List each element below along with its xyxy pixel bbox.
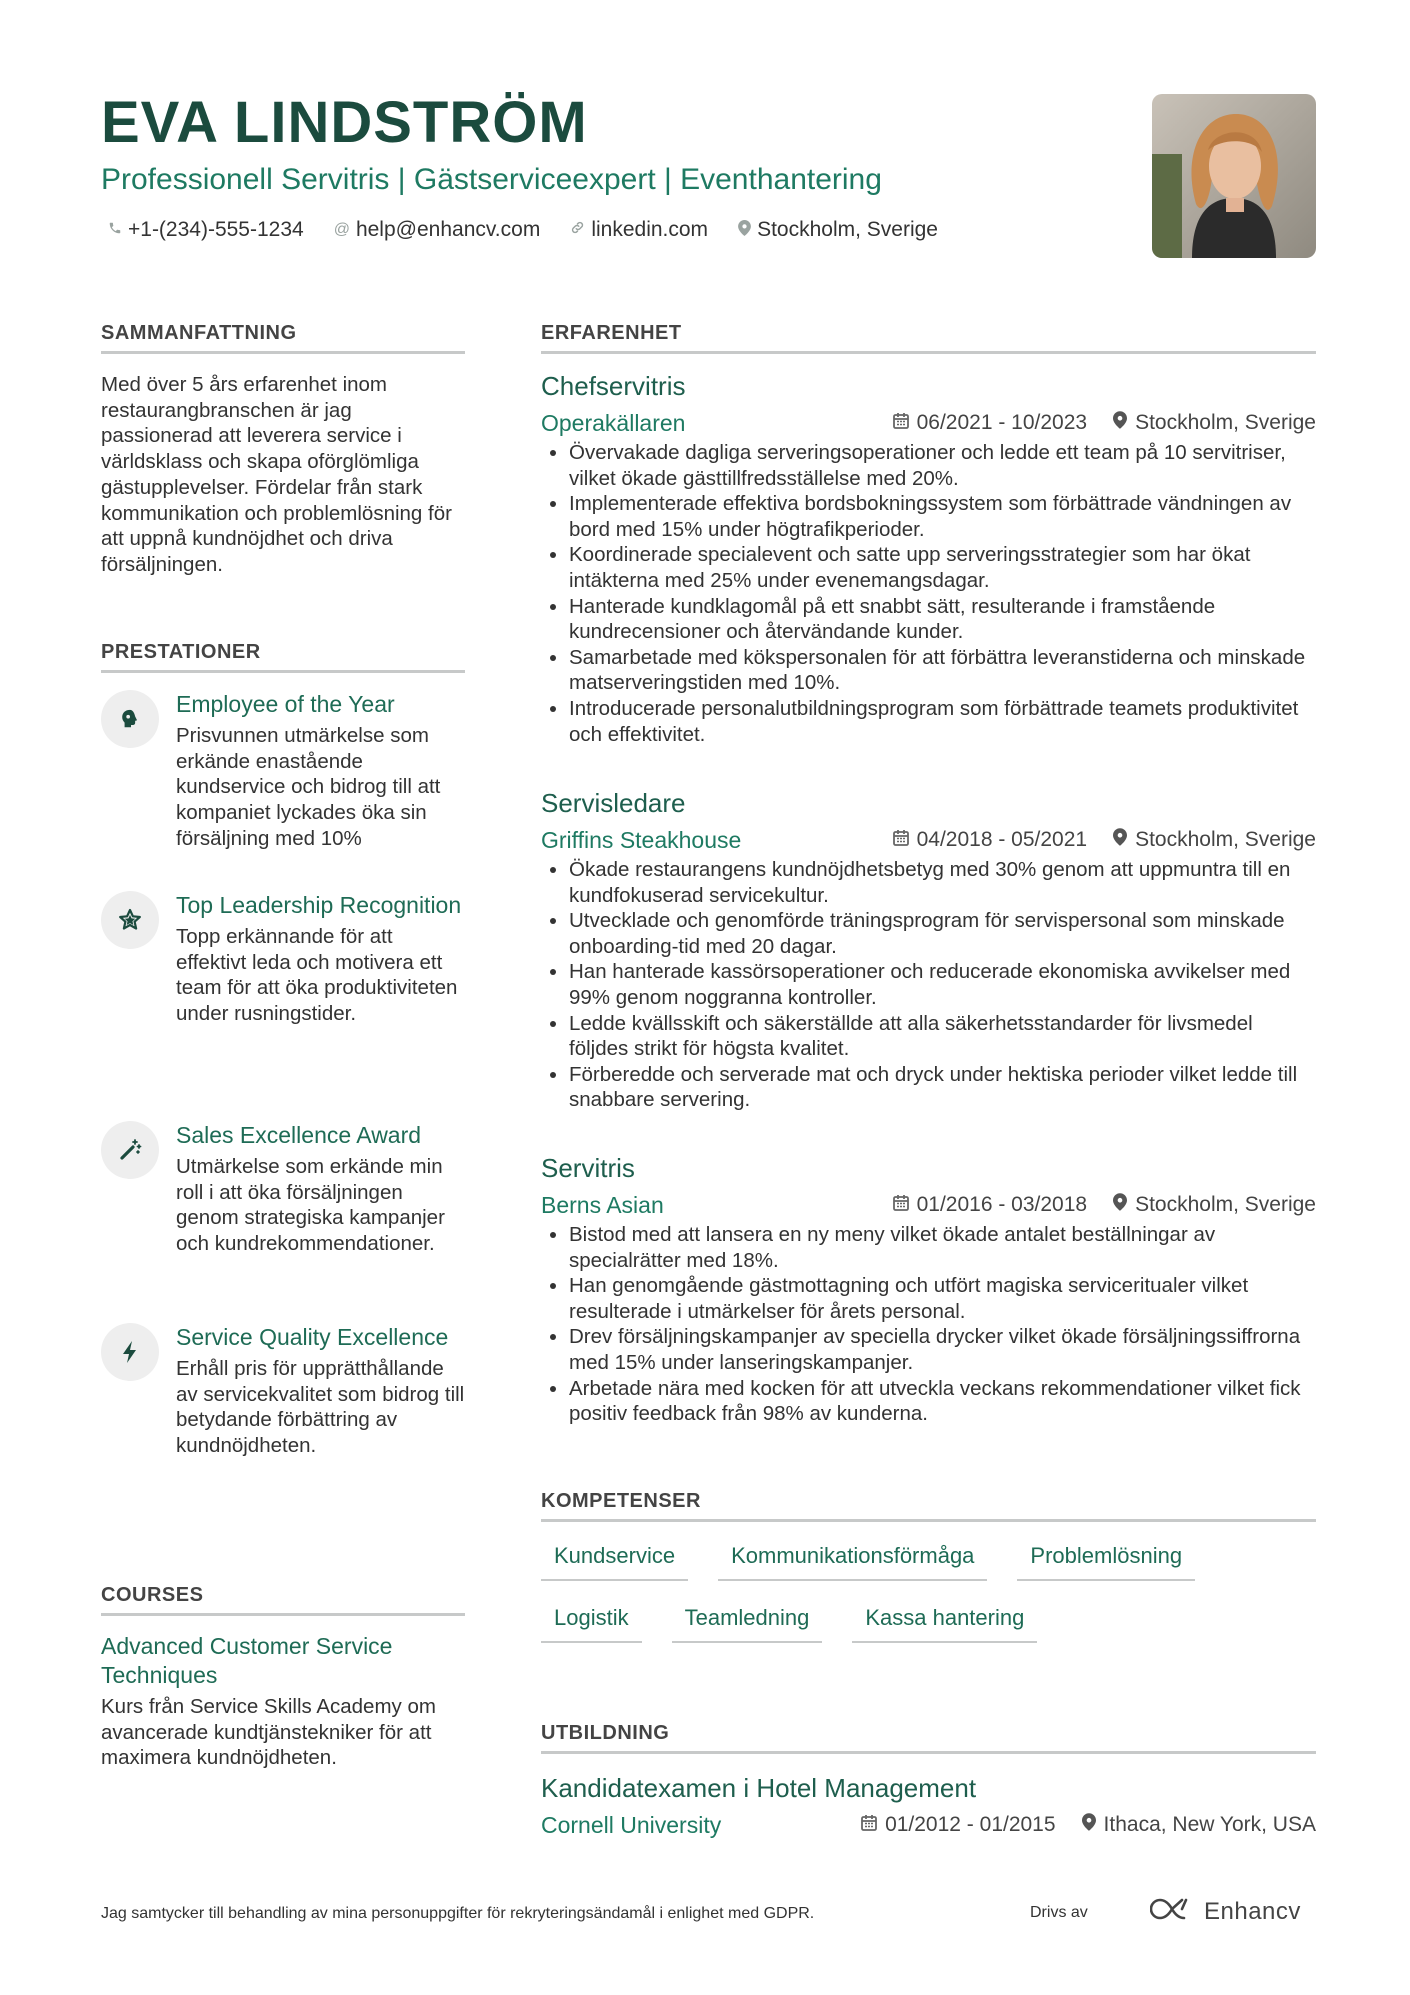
bullet-item: • Övervakade dagliga serveringsoperationer och ledde ett team på 10 servitriser, vilket ökade gästtillfredsställelse med 20%. [569,440,1316,491]
calendar-icon [893,828,909,852]
section-title-education: UTBILDNING [541,1722,1316,1754]
skill-tag: Kommunikationsförmåga [718,1535,987,1581]
bullet-item: • Ökade restaurangens kundnöjdhetsbetyg med 30% genom att uppmuntra till en kundfokuserad servicekultur. [569,857,1316,908]
location-pin-icon [1113,1193,1127,1217]
bullet-item: • Samarbetade med kökspersonalen för att förbättra leveranstiderna och minskade matserveringstiden med 10%. [569,645,1316,696]
location-pin-icon [1113,411,1127,435]
achievement-title: Top Leadership Recognition [176,892,462,918]
section-title-summary: SAMMANFATTNING [101,322,465,354]
contact-phone[interactable] [108,218,304,242]
skill-tag: Kassa hantering [852,1597,1037,1643]
education-item [541,1772,1316,1840]
calendar-icon [861,1813,877,1837]
brand-logo[interactable] [1150,1896,1301,1927]
powered-by-label: Drivs av [1030,1904,1088,1921]
achievement-desc: Erhåll pris för upprätthållande av servicekvalitet som bidrog till betydande förbättring av kundnöjdheten. [176,1357,465,1458]
skills-list [541,1535,1316,1643]
achievement-title: Service Quality Excellence [176,1324,449,1350]
achievement-title: Sales Excellence Award [176,1122,422,1148]
job-bullets [541,440,1316,747]
magic-wand-icon [101,1121,159,1179]
section-title-experience: ERFARENHET [541,322,1316,354]
achievement-desc: Utmärkelse som erkände min roll i att öka försäljningen genom strategiska kampanjer och kundrekommendationer. [176,1155,445,1256]
job-dates: 06/2021 - 10/2023 [916,411,1088,434]
section-title-skills: KOMPETENSER [541,1490,1316,1522]
linkedin-text: linkedin.com [591,218,709,241]
course-title: Advanced Customer Service Techniques [101,1633,393,1688]
degree-title: Kandidatexamen i Hotel Management [541,1773,977,1803]
phone-text: +1-(234)-555-1234 [128,218,304,241]
location-text: Stockholm, Sverige [757,218,938,241]
brain-icon [101,690,159,748]
achievement-desc: Topp erkännande för att effektivt leda och motivera ett team för att öka produktiviteten under rusningstider. [176,925,458,1026]
link-icon [570,220,585,240]
at-icon: @ [333,221,350,238]
location-pin-icon [1113,828,1127,852]
school-name: Cornell University [541,1812,722,1838]
job-title: Servisledare [541,788,686,818]
achievement-title: Employee of the Year [176,691,395,717]
education-location: Ithaca, New York, USA [1103,1813,1316,1836]
job-title: Servitris [541,1153,635,1183]
company-name: Berns Asian [541,1192,664,1218]
company-name: Griffins Steakhouse [541,827,742,853]
calendar-icon [893,411,909,435]
phone-icon [108,221,122,240]
skill-tag: Kundservice [541,1535,688,1581]
experience-item [541,1152,1316,1427]
skill-tag: Logistik [541,1597,642,1643]
bullet-item: • Koordinerade specialevent och satte upp serveringsstrategier som har ökat intäkterna med 25% under evenemangsdagar. [569,542,1316,593]
bolt-icon [101,1323,159,1381]
job-location: Stockholm, Sverige [1135,411,1316,434]
experience-item [541,370,1316,747]
bullet-item: • Utvecklade och genomförde träningsprogram för servispersonal som minskade onboarding-tid med 20 dagar. [569,908,1316,959]
job-bullets [541,857,1316,1113]
job-title: Chefservitris [541,371,686,401]
bullet-item: • Introducerade personalutbildningsprogram som förbättrade teamets produktivitet och effektivitet. [569,696,1316,747]
brand-name: Enhancv [1204,1897,1301,1925]
star-icon [101,891,159,949]
enhancv-logo-icon [1150,1896,1196,1927]
location-pin-icon [1082,1813,1096,1837]
candidate-name: EVA LINDSTRÖM [101,90,588,155]
section-title-achievements: PRESTATIONER [101,641,465,673]
bullet-item: • Han hanterade kassörsoperationer och reducerade ekonomiska avvikelser med 99% genom noggranna kontroller. [569,959,1316,1010]
profile-photo [1152,94,1316,258]
job-location: Stockholm, Sverige [1135,828,1316,851]
bullet-item: • Bistod med att lansera en ny meny vilket ökade antalet beställningar av specialrätter med 18%. [569,1222,1316,1273]
job-bullets [541,1222,1316,1427]
bullet-item: • Arbetade nära med kocken för att utveckla veckans rekommendationer vilket fick positiv feedback från 98% av kunderna. [569,1376,1316,1427]
skill-tag: Problemlösning [1017,1535,1195,1581]
contact-linkedin[interactable] [570,218,708,242]
location-pin-icon [738,220,751,241]
bullet-item: • Drev försäljningskampanjer av speciella drycker vilket ökade försäljningssiffrorna med 15% under lanseringskampanjer. [569,1324,1316,1375]
experience-item [541,787,1316,1113]
course-item [101,1632,465,1771]
achievement-desc: Prisvunnen utmärkelse som erkände enastående kundservice och bidrog till att kompaniet lyckades öka sin försäljning med 10% [176,724,441,850]
email-text: help@enhancv.com [355,218,541,241]
calendar-icon [893,1193,909,1217]
summary-text: Med över 5 års erfarenhet inom restaurangbranschen är jag passionerad att leverera service i världsklass och skapa oförglömliga gästupplevelser. Fördelar från stark kommunikation och problemlösning för att uppnå kundnöjdhet och driva försäljningen. [101,373,452,576]
contact-email[interactable] [334,218,541,242]
skill-tag: Teamledning [672,1597,823,1643]
course-desc: Kurs från Service Skills Academy om avancerade kundtjänstekniker för att maximera kundnöjdheten. [101,1695,436,1770]
bullet-item: • Han genomgående gästmottagning och utfört magiska serviceritualer vilket resulterade i utmärkelser för årets personal. [569,1273,1316,1324]
contact-bar [108,218,938,242]
company-name: Operakällaren [541,410,686,436]
gdpr-consent: Jag samtycker till behandling av mina personuppgifter för rekryteringsändamål i enlighet med GDPR. [101,1905,815,1922]
bullet-item: • Förberedde och serverade mat och dryck under hektiska perioder vilket ledde till snabbare servering. [569,1062,1316,1113]
bullet-item: • Ledde kvällsskift och säkerställde att alla säkerhetsstandarder för livsmedel följdes strikt för högsta kvalitet. [569,1011,1316,1062]
job-location: Stockholm, Sverige [1135,1193,1316,1216]
bullet-item: • Implementerade effektiva bordsbokningssystem som förbättrade vändningen av bord med 15% under högtrafikperioder. [569,491,1316,542]
bullet-item: • Hanterade kundklagomål på ett snabbt sätt, resulterande i framstående kundrecensioner och återvändande kunder. [569,594,1316,645]
job-dates: 01/2016 - 03/2018 [916,1193,1088,1216]
section-title-courses: COURSES [101,1584,465,1616]
job-dates: 04/2018 - 05/2021 [916,828,1088,851]
contact-location [738,218,938,242]
headline: Professionell Servitris | Gästserviceexpert | Eventhantering [101,163,882,196]
education-dates: 01/2012 - 01/2015 [885,1813,1056,1836]
summary-block [101,372,465,578]
